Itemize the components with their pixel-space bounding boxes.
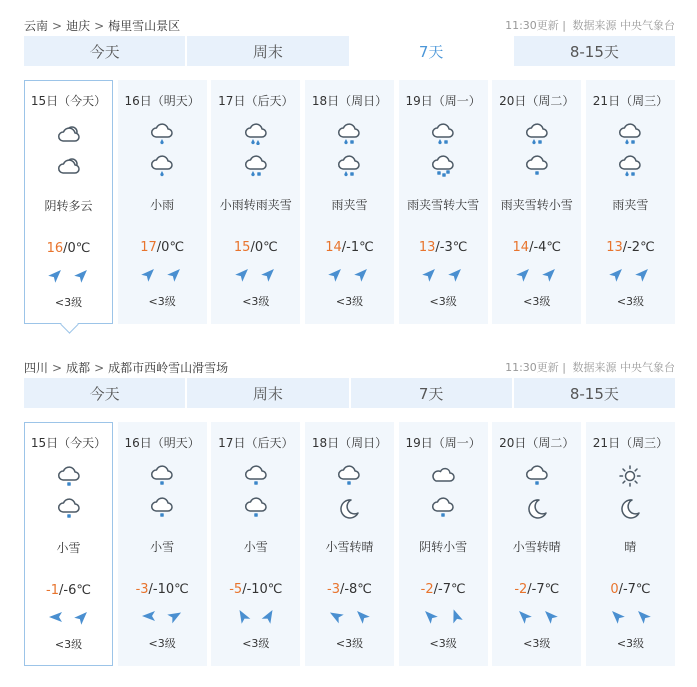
wind-arrow-icon [609, 608, 625, 624]
panel-header [24, 356, 675, 378]
wind-arrow-icon [516, 266, 532, 282]
light-snow-icon [305, 465, 394, 487]
day-card[interactable] [211, 80, 300, 324]
wind-arrow-icon [422, 266, 438, 282]
wind-direction [25, 267, 112, 283]
wind-arrow-icon [141, 266, 157, 282]
high-temp: 13 [418, 240, 436, 255]
low-temp: /-6℃ [59, 583, 91, 598]
wind-level: <3级 [242, 295, 270, 308]
wind-level: <3级 [616, 295, 645, 308]
low-temp: /-2℃ [622, 240, 655, 255]
high-temp: -1 [46, 583, 59, 598]
wind-arrow-icon [48, 267, 64, 283]
wind-level: <3级 [616, 637, 645, 650]
light-rain-icon [118, 155, 207, 177]
tab-7day[interactable]: 7天 [351, 378, 514, 408]
high-temp: -5 [229, 582, 243, 597]
wind-direction [118, 266, 207, 282]
wind-arrow-icon [635, 266, 651, 282]
day-date: 17日（后天） [218, 436, 294, 450]
weather-description: 晴 [624, 540, 637, 554]
low-temp: /-8℃ [339, 582, 372, 597]
weather-description: 小雨转雨夹雪 [219, 198, 292, 212]
wind-direction [492, 608, 581, 624]
high-temp: -3 [135, 582, 149, 597]
wind-direction [25, 609, 112, 625]
rain-icon [211, 123, 300, 145]
wind-level: <3级 [335, 295, 364, 308]
sleet-icon [305, 123, 394, 145]
tab-weekend[interactable]: 周末 [187, 36, 350, 66]
sun-icon [586, 465, 675, 487]
tab-7day[interactable]: 7天 [351, 36, 514, 66]
light-snow-icon [25, 498, 112, 520]
temperature [118, 582, 207, 597]
wind-arrow-icon [448, 266, 464, 282]
day-date: 20日（周二） [499, 94, 575, 108]
wind-arrow-icon [167, 266, 183, 282]
day-date: 18日（周日） [311, 436, 388, 450]
day-card[interactable] [399, 80, 488, 324]
day-card[interactable] [24, 80, 113, 324]
temperature [305, 582, 394, 597]
light-snow-icon [492, 155, 581, 177]
high-temp: 0 [610, 582, 619, 597]
weather-description: 小雪转晴 [512, 540, 561, 554]
breadcrumb-location: 成都市西岭雪山滑雪场 [108, 360, 229, 375]
breadcrumb-separator: > [94, 18, 105, 33]
wind-level: <3级 [335, 637, 364, 650]
day-card[interactable] [118, 80, 207, 324]
tab-today[interactable]: 今天 [24, 378, 187, 408]
wind-arrow-icon [261, 608, 277, 624]
weather-description: 雨夹雪转小雪 [500, 198, 573, 212]
tab-today[interactable]: 今天 [24, 36, 187, 66]
wind-direction [586, 608, 675, 624]
temperature [399, 240, 488, 255]
temperature [25, 583, 112, 598]
wind-direction [399, 608, 488, 624]
wind-arrow-icon [635, 608, 651, 624]
day-card[interactable] [586, 80, 675, 324]
data-source: 数据来源 中央气象台 [572, 19, 675, 32]
data-source: 数据来源 中央气象台 [572, 361, 675, 374]
temperature [305, 240, 394, 255]
day-list [24, 422, 675, 666]
weather-description: 小雪 [243, 540, 268, 554]
high-temp: 14 [512, 240, 530, 255]
high-temp: -2 [514, 582, 528, 597]
day-card[interactable] [399, 422, 488, 666]
day-date: 17日（后天） [218, 94, 294, 108]
breadcrumb-city[interactable]: 迪庆 [66, 18, 91, 33]
day-date: 20日（周二） [499, 436, 575, 450]
wind-arrow-icon [74, 609, 90, 625]
wind-direction [586, 266, 675, 282]
selected-pointer [60, 315, 78, 333]
weather-description: 小雨 [150, 198, 175, 212]
low-temp: /-10℃ [242, 582, 283, 597]
day-date: 15日（今天） [30, 436, 107, 450]
breadcrumb-province[interactable]: 四川 [24, 360, 49, 375]
day-date: 15日（今天） [30, 94, 107, 108]
breadcrumb-separator: > [94, 360, 105, 375]
forecast-tabs [24, 36, 675, 66]
day-date: 21日（周三） [592, 94, 669, 108]
low-temp: /-7℃ [527, 582, 560, 597]
sleet-icon [305, 155, 394, 177]
temperature [25, 241, 112, 256]
wind-arrow-icon [141, 608, 157, 624]
light-snow-icon [118, 465, 207, 487]
wind-direction [399, 266, 488, 282]
partly-cloudy-icon [25, 124, 112, 146]
day-card[interactable] [24, 422, 113, 666]
wind-arrow-icon [542, 608, 558, 624]
weather-description: 阴转小雪 [419, 540, 468, 554]
day-card[interactable] [305, 80, 394, 324]
wind-arrow-icon [48, 609, 64, 625]
wind-level: <3级 [148, 637, 176, 650]
day-list [24, 80, 675, 324]
wind-level: <3级 [429, 637, 457, 650]
moon-icon [586, 497, 675, 519]
wind-arrow-icon [354, 608, 370, 624]
sleet-icon [586, 123, 675, 145]
low-temp: /-7℃ [433, 582, 466, 597]
low-temp: /0℃ [63, 241, 91, 256]
high-temp: 14 [325, 240, 342, 255]
sleet-icon [211, 155, 300, 177]
wind-direction [118, 608, 207, 624]
wind-arrow-icon [235, 608, 251, 624]
temperature [211, 582, 300, 597]
light-snow-icon [211, 465, 300, 487]
low-temp: /-4℃ [529, 240, 562, 255]
panel-header [24, 14, 675, 36]
high-temp: -3 [327, 582, 340, 597]
wind-arrow-icon [328, 266, 344, 282]
forecast-panel-meili [24, 14, 675, 324]
day-date: 16日（明天） [124, 436, 200, 450]
forecast-panel-xiling [24, 356, 675, 666]
light-snow-icon [25, 466, 112, 488]
weather-description: 雨夹雪 [331, 198, 368, 212]
wind-direction [211, 266, 300, 282]
wind-level: <3级 [523, 637, 551, 650]
weather-description: 小雪 [56, 541, 81, 555]
day-card[interactable] [305, 422, 394, 666]
forecast-tabs [24, 378, 675, 408]
day-card[interactable] [211, 422, 300, 666]
wind-arrow-icon [609, 266, 625, 282]
low-temp: /-3℃ [435, 240, 468, 255]
wind-arrow-icon [167, 608, 183, 624]
breadcrumb [24, 17, 180, 34]
day-card[interactable] [492, 422, 581, 666]
light-rain-icon [118, 123, 207, 145]
breadcrumb-location: 梅里雪山景区 [108, 18, 181, 33]
wind-level: <3级 [429, 295, 457, 308]
update-time: 11:30更新 [505, 19, 559, 32]
breadcrumb-separator: > [52, 18, 63, 33]
wind-level: <3级 [148, 295, 176, 308]
wind-arrow-icon [542, 266, 558, 282]
wind-level: <3级 [242, 637, 270, 650]
low-temp: /0℃ [156, 240, 185, 255]
low-temp: /-10℃ [148, 582, 189, 597]
high-temp: 17 [140, 240, 157, 255]
light-snow-icon [492, 465, 581, 487]
temperature [118, 240, 207, 255]
wind-level: <3级 [54, 638, 83, 651]
wind-arrow-icon [328, 608, 344, 624]
wind-level: <3级 [523, 295, 551, 308]
tab-8-15day[interactable]: 8-15天 [514, 378, 675, 408]
wind-direction [305, 608, 394, 624]
high-temp: 13 [606, 240, 623, 255]
high-temp: 16 [46, 241, 64, 256]
light-snow-icon [118, 497, 207, 519]
sleet-icon [399, 123, 488, 145]
wind-arrow-icon [261, 266, 277, 282]
light-snow-icon [399, 497, 488, 519]
partly-cloudy-icon [25, 156, 112, 178]
low-temp: /-1℃ [341, 240, 374, 255]
breadcrumb-city[interactable]: 成都 [66, 360, 91, 375]
breadcrumb-separator: > [52, 360, 63, 375]
moon-icon [305, 497, 394, 519]
wind-arrow-icon [448, 608, 464, 624]
temperature [586, 582, 675, 597]
temperature [399, 582, 488, 597]
day-card[interactable] [586, 422, 675, 666]
temperature [492, 582, 581, 597]
tab-weekend[interactable]: 周末 [187, 378, 350, 408]
wind-arrow-icon [422, 608, 438, 624]
overcast-icon [399, 465, 488, 487]
temperature [211, 240, 300, 255]
day-card[interactable] [492, 80, 581, 324]
wind-direction [211, 608, 300, 624]
day-card[interactable] [118, 422, 207, 666]
day-date: 19日（周一） [405, 94, 481, 108]
temperature [586, 240, 675, 255]
moon-icon [492, 497, 581, 519]
wind-direction [305, 266, 394, 282]
tab-8-15day[interactable]: 8-15天 [514, 36, 675, 66]
update-info: 11:30更新 | 数据来源 中央气象台 [505, 19, 675, 32]
weather-description: 小雪 [150, 540, 175, 554]
breadcrumb [24, 359, 228, 376]
low-temp: /-7℃ [618, 582, 651, 597]
sleet-icon [492, 123, 581, 145]
update-time: 11:30更新 [505, 361, 559, 374]
day-date: 18日（周日） [311, 94, 388, 108]
wind-level: <3级 [54, 296, 83, 309]
high-temp: -2 [420, 582, 434, 597]
low-temp: /0℃ [250, 240, 278, 255]
high-temp: 15 [233, 240, 251, 255]
weather-description: 雨夹雪转大雪 [407, 198, 480, 212]
sleet-icon [586, 155, 675, 177]
light-snow-icon [211, 497, 300, 519]
weather-description: 小雪转晴 [325, 540, 374, 554]
update-info: 11:30更新 | 数据来源 中央气象台 [505, 361, 675, 374]
temperature [492, 240, 581, 255]
wind-arrow-icon [74, 267, 90, 283]
breadcrumb-province[interactable]: 云南 [24, 18, 49, 33]
day-date: 19日（周一） [405, 436, 481, 450]
weather-description: 阴转多云 [44, 199, 93, 213]
day-date: 21日（周三） [592, 436, 669, 450]
wind-arrow-icon [516, 608, 532, 624]
weather-description: 雨夹雪 [612, 198, 649, 212]
day-date: 16日（明天） [124, 94, 200, 108]
heavy-snow-icon [399, 155, 488, 177]
wind-arrow-icon [235, 266, 251, 282]
wind-direction [492, 266, 581, 282]
wind-arrow-icon [354, 266, 370, 282]
